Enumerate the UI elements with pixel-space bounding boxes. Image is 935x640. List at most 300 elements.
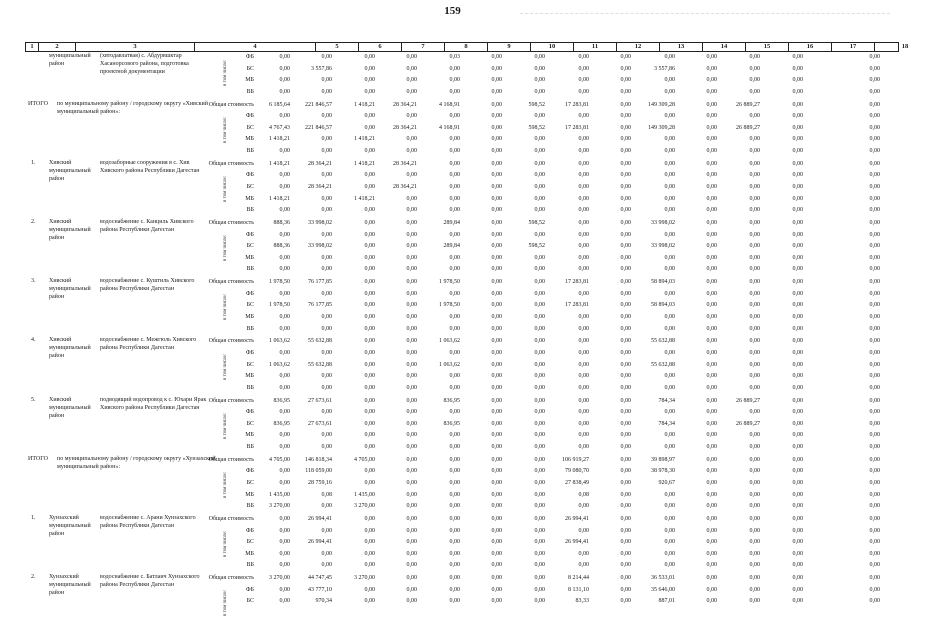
value-cell: 0,00: [406, 88, 417, 95]
value-cell: 0,00: [578, 314, 589, 320]
value-cell: 0,00: [534, 338, 545, 345]
value-cell: 0,00: [534, 77, 545, 84]
value-cell: 83,33: [575, 598, 589, 605]
value-cell: 0,00: [792, 350, 803, 356]
funding-type: ВБ: [246, 503, 254, 510]
value-cell: 17 283,81: [565, 302, 589, 309]
value-cell: 149 309,28: [648, 101, 675, 108]
value-cell: 0,00: [279, 598, 290, 605]
value-cell: 0,00: [749, 302, 760, 309]
value-cell: 3 270,00: [354, 503, 375, 510]
object-name: водоснабжение с. Межгюль Хивского района Республики Дагестан: [100, 337, 197, 352]
value-cell: 0,00: [749, 172, 760, 179]
value-cell: 0,00: [749, 325, 760, 332]
value-cell: 0,00: [792, 54, 803, 60]
value-cell: 0,00: [279, 562, 290, 569]
value-cell: 146 818,34: [305, 456, 332, 463]
value-cell: 0,00: [706, 290, 717, 297]
value-cell: 1 418,21: [269, 195, 290, 202]
value-cell: 0,00: [749, 160, 760, 167]
value-cell: 0,00: [491, 195, 502, 202]
value-cell: 0,00: [534, 444, 545, 450]
value-cell: 0,00: [620, 290, 631, 297]
value-cell: 0,00: [279, 54, 290, 60]
value-cell: 0,00: [406, 113, 417, 120]
value-cell: 0,00: [449, 195, 460, 202]
value-cell: 0,00: [406, 550, 417, 557]
value-cell: 0,00: [578, 136, 589, 143]
value-cell: 0,00: [792, 468, 803, 475]
value-cell: 0,00: [706, 101, 717, 108]
funding-type: БС: [246, 361, 254, 368]
value-cell: 0,00: [620, 160, 631, 167]
funding-type: Общая стоимость: [208, 101, 254, 108]
value-cell: 0,00: [749, 562, 760, 569]
funding-type: ВБ: [246, 88, 254, 95]
value-cell: 0,00: [279, 527, 290, 534]
value-cell: 0,00: [869, 586, 880, 593]
value-cell: 0,00: [792, 124, 803, 131]
value-cell: 0,00: [620, 432, 631, 439]
value-cell: 0,00: [321, 350, 332, 356]
value-cell: 0,00: [749, 243, 760, 250]
value-cell: 0,00: [620, 172, 631, 179]
value-cell: 0,00: [364, 88, 375, 95]
value-cell: 0,00: [578, 420, 589, 427]
value-cell: 0,00: [792, 136, 803, 143]
value-cell: 0,00: [749, 373, 760, 380]
value-cell: 0,00: [321, 172, 332, 179]
value-cell: 0,00: [706, 184, 717, 190]
value-cell: 3 557,86: [654, 65, 675, 72]
object-name: водоснабжение с. Арани Хунзахского района Республики Дагестан: [100, 515, 196, 529]
value-cell: 0,00: [792, 254, 803, 261]
including-vertical-label: в том числе:: [223, 353, 228, 380]
value-cell: 0,00: [449, 290, 460, 297]
funding-type: БС: [246, 598, 254, 605]
value-cell: 0,00: [869, 468, 880, 475]
value-cell: 0,00: [706, 314, 717, 320]
value-cell: 0,00: [620, 325, 631, 332]
value-cell: 27 673,61: [308, 420, 332, 427]
value-cell: 0,00: [869, 243, 880, 250]
value-cell: 0,08: [578, 491, 589, 498]
value-cell: 0,00: [534, 503, 545, 510]
funding-type: ФБ: [245, 468, 254, 475]
table-row: [25, 218, 905, 228]
value-cell: 836,95: [443, 420, 460, 427]
value-cell: 0,00: [279, 231, 290, 238]
value-cell: 0,00: [279, 314, 290, 320]
value-cell: 0,00: [491, 101, 502, 108]
value-cell: 0,00: [620, 444, 631, 450]
value-cell: 0,00: [321, 503, 332, 510]
value-cell: 26 889,27: [736, 420, 760, 427]
value-cell: 0,00: [534, 231, 545, 238]
value-cell: 0,00: [869, 88, 880, 95]
value-cell: 43 777,10: [308, 586, 332, 593]
value-cell: 0,00: [449, 562, 460, 569]
value-cell: 0,00: [578, 220, 589, 226]
district-name: муниципальный район: [49, 53, 91, 67]
value-cell: 0,00: [406, 220, 417, 226]
value-cell: 0,00: [534, 373, 545, 380]
value-cell: 0,00: [749, 148, 760, 154]
value-cell: 0,00: [321, 195, 332, 202]
value-cell: 0,00: [620, 586, 631, 593]
district-name: Хивский муниципальный район: [49, 278, 91, 301]
value-cell: 0,00: [534, 88, 545, 95]
value-cell: 0,00: [620, 314, 631, 320]
value-cell: 0,00: [664, 314, 675, 320]
value-cell: 0,00: [491, 480, 502, 486]
value-cell: 0,00: [792, 586, 803, 593]
value-cell: 0,00: [406, 480, 417, 486]
value-cell: 0,00: [749, 195, 760, 202]
value-cell: 1 063,62: [269, 361, 290, 368]
table-row: [25, 585, 905, 595]
value-cell: 0,00: [620, 220, 631, 226]
value-cell: 33 998,02: [308, 243, 332, 250]
value-cell: 0,00: [321, 527, 332, 534]
funding-type: МБ: [245, 491, 254, 498]
value-cell: 0,00: [279, 432, 290, 439]
value-cell: 0,00: [706, 575, 717, 582]
value-cell: 0,00: [869, 480, 880, 486]
table-row: [25, 490, 905, 500]
value-cell: 0,00: [749, 88, 760, 95]
value-cell: 598,52: [528, 220, 545, 226]
including-vertical-label: в том числе:: [223, 116, 228, 143]
table-row: [25, 300, 905, 310]
value-cell: 26 889,27: [736, 397, 760, 404]
value-cell: 0,00: [578, 231, 589, 238]
value-cell: 0,00: [578, 148, 589, 154]
value-cell: 0,00: [706, 480, 717, 486]
value-cell: 28 364,21: [393, 101, 417, 108]
value-cell: 0,00: [664, 290, 675, 297]
value-cell: 0,00: [620, 195, 631, 202]
value-cell: 0,00: [364, 314, 375, 320]
value-cell: 0,00: [706, 254, 717, 261]
value-cell: 0,00: [406, 516, 417, 522]
value-cell: 0,00: [706, 491, 717, 498]
value-cell: 0,00: [279, 350, 290, 356]
value-cell: 0,00: [749, 432, 760, 439]
value-cell: 0,00: [279, 550, 290, 557]
value-cell: 0,00: [620, 101, 631, 108]
value-cell: 0,00: [491, 113, 502, 120]
value-cell: 0,00: [321, 77, 332, 84]
value-cell: 887,01: [658, 598, 675, 605]
value-cell: 0,00: [449, 88, 460, 95]
value-cell: 0,00: [491, 65, 502, 72]
value-cell: 0,00: [706, 77, 717, 84]
value-cell: 0,00: [578, 254, 589, 261]
value-cell: 0,00: [869, 456, 880, 463]
value-cell: 598,52: [528, 243, 545, 250]
value-cell: 0,00: [449, 456, 460, 463]
value-cell: 0,00: [534, 456, 545, 463]
object-name: (хвтодавлатвая) с. Абдурвшктар Хасанорсового района, подготовка проектной документации: [100, 53, 189, 75]
value-cell: 289,84: [443, 220, 460, 226]
value-cell: 0,00: [706, 207, 717, 214]
item-number: 2.: [31, 219, 36, 225]
value-cell: 0,00: [869, 77, 880, 84]
funding-type: БС: [246, 480, 254, 486]
district-name: Хивский муниципальный район: [49, 396, 91, 419]
value-cell: 0,00: [321, 325, 332, 332]
value-cell: 0,00: [869, 338, 880, 345]
value-cell: 0,00: [620, 350, 631, 356]
value-cell: 0,00: [706, 302, 717, 309]
value-cell: 0,00: [620, 491, 631, 498]
value-cell: 0,00: [449, 314, 460, 320]
value-cell: 0,00: [491, 503, 502, 510]
value-cell: 0,00: [534, 539, 545, 546]
value-cell: 0,00: [491, 516, 502, 522]
value-cell: 0,00: [664, 325, 675, 332]
value-cell: 0,00: [321, 136, 332, 143]
value-cell: 0,00: [792, 243, 803, 250]
table-row: [25, 146, 905, 156]
value-cell: 0,00: [706, 539, 717, 546]
value-cell: 0,00: [364, 113, 375, 120]
value-cell: 0,00: [869, 527, 880, 534]
value-cell: 1 418,21: [354, 195, 375, 202]
value-cell: 0,00: [706, 397, 717, 404]
value-cell: 0,00: [869, 184, 880, 190]
value-cell: 0,00: [534, 384, 545, 391]
value-cell: 0,00: [491, 456, 502, 463]
value-cell: 0,00: [534, 550, 545, 557]
funding-type: МБ: [245, 432, 254, 439]
value-cell: 0,00: [869, 491, 880, 498]
value-cell: 0,00: [792, 325, 803, 332]
header-col-4: 4: [195, 43, 316, 51]
value-cell: 970,34: [315, 598, 332, 605]
value-cell: 149 309,28: [648, 124, 675, 131]
value-cell: 0,00: [364, 397, 375, 404]
table-row: [25, 100, 905, 110]
value-cell: 0,00: [449, 409, 460, 416]
funding-type: Общая стоимость: [208, 220, 254, 226]
value-cell: 0,00: [364, 172, 375, 179]
value-cell: 1 418,21: [354, 160, 375, 167]
value-cell: 106 919,27: [562, 456, 589, 463]
value-cell: 0,00: [449, 516, 460, 522]
value-cell: 0,00: [534, 302, 545, 309]
value-cell: 0,00: [664, 409, 675, 416]
value-cell: 0,00: [534, 480, 545, 486]
value-cell: 0,00: [491, 325, 502, 332]
value-cell: 0,00: [869, 302, 880, 309]
value-cell: 0,00: [578, 444, 589, 450]
including-vertical-label: в том числе:: [223, 294, 228, 321]
value-cell: 0,00: [578, 195, 589, 202]
value-cell: 0,00: [449, 527, 460, 534]
value-cell: 0,00: [664, 350, 675, 356]
value-cell: 0,00: [449, 254, 460, 261]
value-cell: 0,00: [491, 468, 502, 475]
header-col-9: 9: [488, 43, 531, 51]
funding-type: ФБ: [245, 586, 254, 593]
table-row: [25, 407, 905, 417]
value-cell: 0,00: [449, 444, 460, 450]
value-cell: 0,00: [749, 384, 760, 391]
value-cell: 0,00: [792, 432, 803, 439]
value-cell: 0,00: [491, 586, 502, 593]
value-cell: 0,00: [364, 220, 375, 226]
value-cell: 0,00: [449, 77, 460, 84]
value-cell: 0,00: [620, 279, 631, 286]
value-cell: 0,00: [406, 503, 417, 510]
funding-type: Общая стоимость: [208, 279, 254, 286]
value-cell: 3 270,00: [269, 503, 290, 510]
value-cell: 0,00: [869, 195, 880, 202]
value-cell: 17 283,81: [565, 124, 589, 131]
value-cell: 0,00: [364, 231, 375, 238]
value-cell: 0,00: [869, 290, 880, 297]
value-cell: 28 364,21: [308, 184, 332, 190]
value-cell: 0,00: [869, 266, 880, 273]
value-cell: 0,00: [869, 113, 880, 120]
value-cell: 0,00: [749, 279, 760, 286]
value-cell: 0,00: [664, 550, 675, 557]
value-cell: 1 418,21: [354, 136, 375, 143]
header-col-2: 2: [39, 43, 76, 51]
value-cell: 55 632,88: [308, 361, 332, 368]
header-col-10: 10: [531, 43, 574, 51]
value-cell: 0,00: [406, 148, 417, 154]
value-cell: 0,00: [706, 444, 717, 450]
value-cell: 0,00: [279, 444, 290, 450]
funding-type: ВБ: [246, 384, 254, 391]
value-cell: 0,00: [620, 361, 631, 368]
value-cell: 0,00: [534, 160, 545, 167]
value-cell: 0,00: [449, 491, 460, 498]
value-cell: 0,00: [491, 562, 502, 569]
value-cell: 0,00: [364, 598, 375, 605]
value-cell: 0,00: [792, 598, 803, 605]
funding-type: БС: [246, 65, 254, 72]
value-cell: 836,95: [443, 397, 460, 404]
value-cell: 0,00: [869, 160, 880, 167]
value-cell: 0,00: [279, 77, 290, 84]
value-cell: 0,00: [321, 88, 332, 95]
value-cell: 0,00: [620, 65, 631, 72]
table-row: [25, 253, 905, 263]
including-vertical-label: в том числе:: [223, 235, 228, 262]
value-cell: 0,00: [449, 432, 460, 439]
value-cell: 0,00: [364, 432, 375, 439]
value-cell: 4 168,91: [439, 124, 460, 131]
table-row: [25, 324, 905, 334]
value-cell: 0,00: [406, 195, 417, 202]
value-cell: 0,00: [449, 266, 460, 273]
value-cell: 0,00: [706, 527, 717, 534]
value-cell: 0,00: [706, 325, 717, 332]
value-cell: 3 270,00: [354, 575, 375, 582]
value-cell: 0,00: [491, 338, 502, 345]
value-cell: 55 632,88: [308, 338, 332, 345]
value-cell: 36 533,01: [651, 575, 675, 582]
value-cell: 0,00: [364, 527, 375, 534]
value-cell: 0,00: [749, 136, 760, 143]
value-cell: 0,00: [664, 527, 675, 534]
value-cell: 0,00: [792, 550, 803, 557]
value-cell: 0,00: [869, 384, 880, 391]
value-cell: 0,00: [578, 432, 589, 439]
value-cell: 0,00: [364, 266, 375, 273]
header-col-13: 13: [660, 43, 703, 51]
value-cell: 0,00: [706, 550, 717, 557]
object-name: водоснабжение с. Батлаич Хунзахского района Республики Дагестан: [100, 574, 200, 589]
value-cell: 0,00: [534, 598, 545, 605]
value-cell: 0,00: [792, 361, 803, 368]
value-cell: 0,00: [578, 397, 589, 404]
value-cell: 0,00: [869, 562, 880, 569]
value-cell: 0,00: [664, 54, 675, 60]
table-row: [25, 596, 905, 606]
value-cell: 0,00: [664, 113, 675, 120]
value-cell: 0,00: [706, 148, 717, 154]
value-cell: 26 994,41: [308, 539, 332, 546]
funding-type: БС: [246, 124, 254, 131]
value-cell: 0,00: [491, 160, 502, 167]
table-row: [25, 312, 905, 322]
value-cell: 0,00: [792, 384, 803, 391]
value-cell: 0,00: [279, 373, 290, 380]
value-cell: 0,00: [449, 136, 460, 143]
value-cell: 0,00: [664, 136, 675, 143]
value-cell: 0,00: [792, 562, 803, 569]
value-cell: 0,00: [664, 384, 675, 391]
value-cell: 0,00: [279, 172, 290, 179]
value-cell: 0,00: [491, 409, 502, 416]
value-cell: 0,00: [792, 491, 803, 498]
value-cell: 0,00: [364, 373, 375, 380]
value-cell: 0,00: [406, 350, 417, 356]
value-cell: 0,00: [364, 65, 375, 72]
value-cell: 0,00: [321, 384, 332, 391]
value-cell: 0,00: [534, 491, 545, 498]
value-cell: 0,00: [406, 77, 417, 84]
value-cell: 4 705,00: [269, 456, 290, 463]
value-cell: 0,00: [578, 77, 589, 84]
value-cell: 0,00: [534, 279, 545, 286]
value-cell: 0,00: [664, 444, 675, 450]
value-cell: 0,00: [749, 516, 760, 522]
table-row: [25, 289, 905, 299]
value-cell: 0,00: [406, 420, 417, 427]
value-cell: 0,00: [406, 325, 417, 332]
value-cell: 0,00: [664, 432, 675, 439]
value-cell: 0,00: [869, 148, 880, 154]
value-cell: 0,00: [620, 54, 631, 60]
value-cell: 0,00: [491, 384, 502, 391]
value-cell: 8 131,10: [568, 586, 589, 593]
value-cell: 0,00: [749, 314, 760, 320]
value-cell: 0,00: [534, 468, 545, 475]
value-cell: 0,00: [534, 575, 545, 582]
value-cell: 0,00: [364, 420, 375, 427]
value-cell: 0,00: [279, 254, 290, 261]
value-cell: 0,00: [792, 65, 803, 72]
value-cell: 0,00: [364, 562, 375, 569]
value-cell: 0,00: [869, 516, 880, 522]
value-cell: 0,00: [792, 409, 803, 416]
